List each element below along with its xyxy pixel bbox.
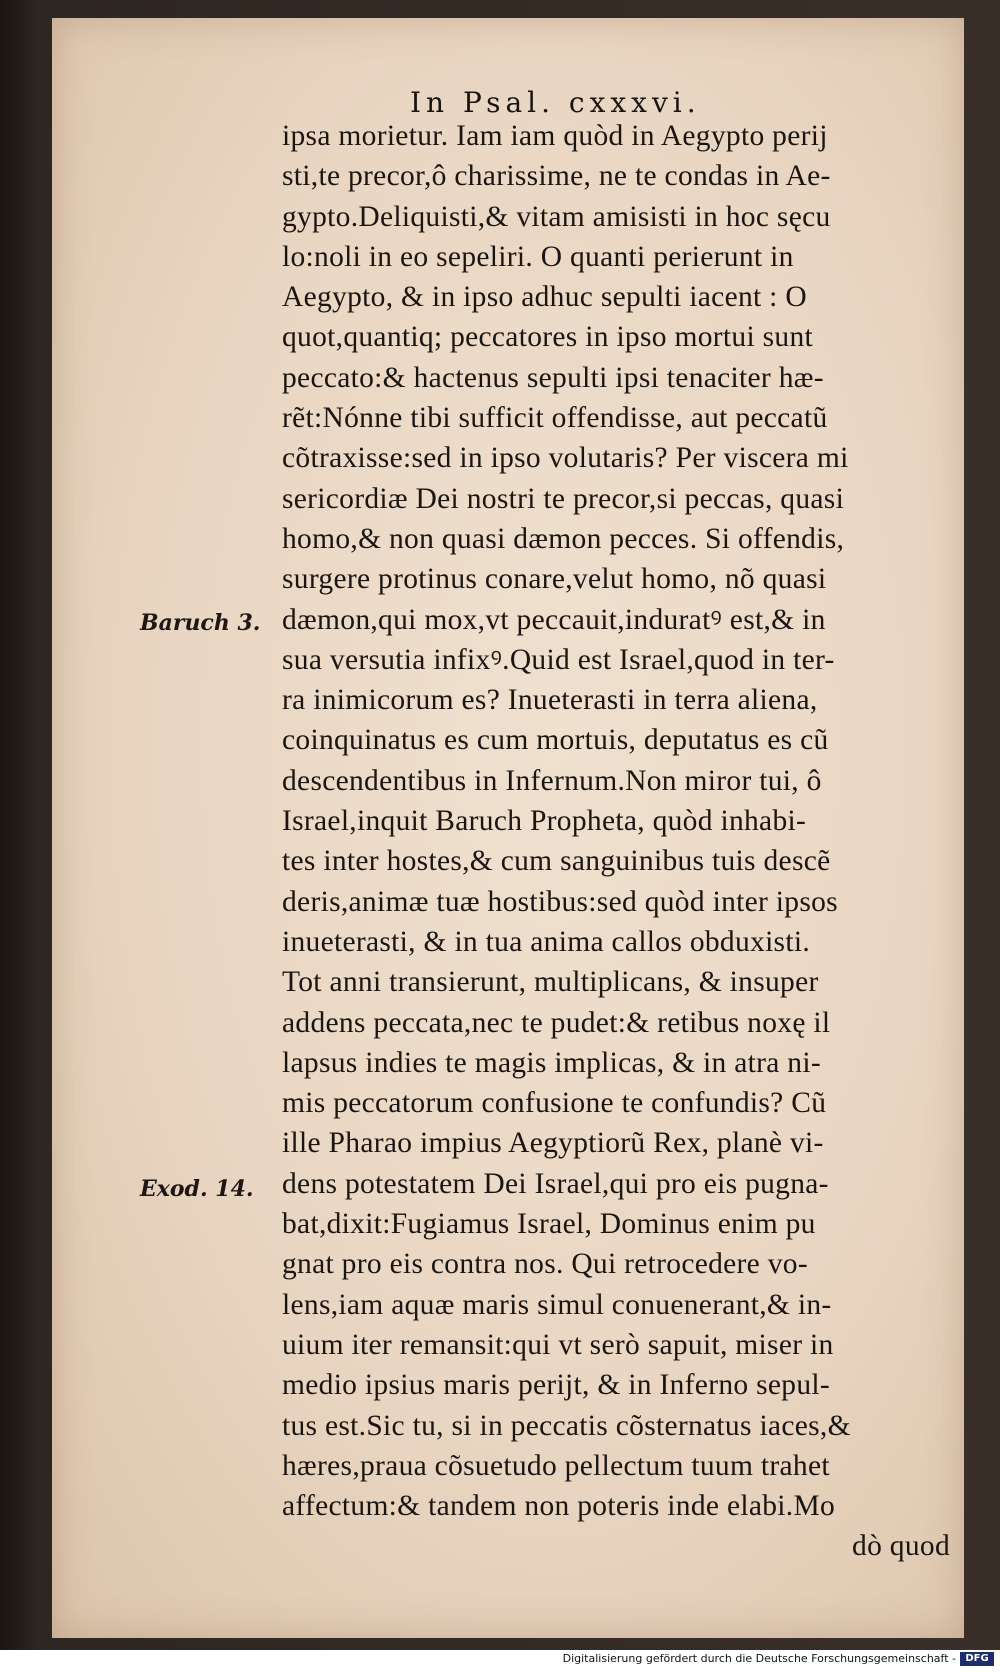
text-line: dens potestatem Dei Israel,qui pro eis pugna- (282, 1167, 829, 1200)
text-line: inueterasti, & in tua anima callos obduxisti. (282, 925, 811, 958)
text-line: lo:noli in eo sepeliri. O quanti perierunt in (282, 240, 794, 273)
text-line: hæres,praua cõsuetudo pellectum tuum trahet (282, 1449, 830, 1482)
text-line: Israel,inquit Baruch Propheta, quòd inhabi- (282, 805, 807, 838)
text-line: tes inter hostes,& cum sanguinibus tuis descẽ (282, 845, 831, 878)
text-line: cõtraxisse:sed in ipso volutaris? Per viscera mi (282, 442, 849, 475)
text-line: descendentibus in Infernum.Non miror tui, ô (282, 764, 822, 797)
text-line: sti,te precor,ô charissime, ne te condas in Ae- (282, 160, 831, 193)
body-text (282, 116, 962, 1567)
text-line: tus est.Sic tu, si in peccatis cõsternatus iaces,& (282, 1409, 851, 1442)
text-line: Tot anni transierunt, multiplicans, & insuper (282, 966, 819, 999)
text-line: ra inimicorum es? Inueterasti in terra aliena, (282, 684, 818, 717)
dfg-logo[interactable]: DFG (960, 1652, 994, 1666)
text-line: affectum:& tandem non poteris inde elabi.Mo (282, 1490, 836, 1523)
footer-credit: Digitalisierung gefördert durch die Deutsche Forschungsgemeinschaft - (562, 1652, 956, 1665)
text-line: peccato:& hactenus sepulti ipsi tenaciter hæ- (282, 361, 824, 394)
text-line: surgere protinus conare,velut homo, nõ quasi (282, 563, 827, 596)
text-line: lens,iam aquæ maris simul conuenerant,& in- (282, 1288, 832, 1321)
marginal-note-baruch: Baruch 3. (140, 610, 261, 636)
text-line: uium iter remansit:qui vt serò sapuit, miser in (282, 1328, 834, 1361)
text-line: Aegypto, & in ipso adhuc sepulti iacent : O (282, 281, 807, 314)
text-line: lapsus indies te magis implicas, & in atra ni- (282, 1046, 821, 1079)
catchword-line: dò quod (852, 1530, 950, 1563)
text-line: quot,quantiq; peccatores in ipso mortui sunt (282, 321, 814, 354)
text-line: coinquinatus es cum mortuis, deputatus es cũ (282, 724, 829, 757)
text-line: homo,& non quasi dæmon pecces. Si offendis, (282, 522, 845, 555)
text-line: addens peccata,nec te pudet:& retibus noxę il (282, 1006, 831, 1039)
running-head: In Psal. cxxxvi. (410, 86, 701, 119)
text-line: gypto.Deliquisti,& vitam amisisti in hoc sęcu (282, 200, 831, 233)
text-line: deris,animæ tuæ hostibus:sed quòd inter ipsos (282, 885, 838, 918)
text-line: bat,dixit:Fugiamus Israel, Dominus enim pu (282, 1208, 816, 1241)
text-line: sua versutia infixꝰ.Quid est Israel,quod in ter- (282, 643, 835, 676)
marginal-note-exodus: Exod. 14. (140, 1176, 254, 1202)
text-line: ipsa morietur. Iam iam quòd in Aegypto perij (282, 120, 828, 152)
text-line: rẽt:Nónne tibi sufficit offendisse, aut peccatũ (282, 402, 828, 435)
text-line: medio ipsius maris perijt, & in Inferno sepul- (282, 1369, 830, 1402)
text-line: sericordiæ Dei nostri te precor,si peccas, quasi (282, 482, 845, 515)
text-line: dæmon,qui mox,vt peccauit,induratꝰ est,& in (282, 603, 826, 636)
text-line: mis peccatorum confusione te confundis? Cũ (282, 1087, 827, 1120)
text-line: gnat pro eis contra nos. Qui retrocedere vo- (282, 1248, 808, 1281)
text-line: ille Pharao impius Aegyptiorũ Rex, planè vi- (282, 1127, 824, 1160)
